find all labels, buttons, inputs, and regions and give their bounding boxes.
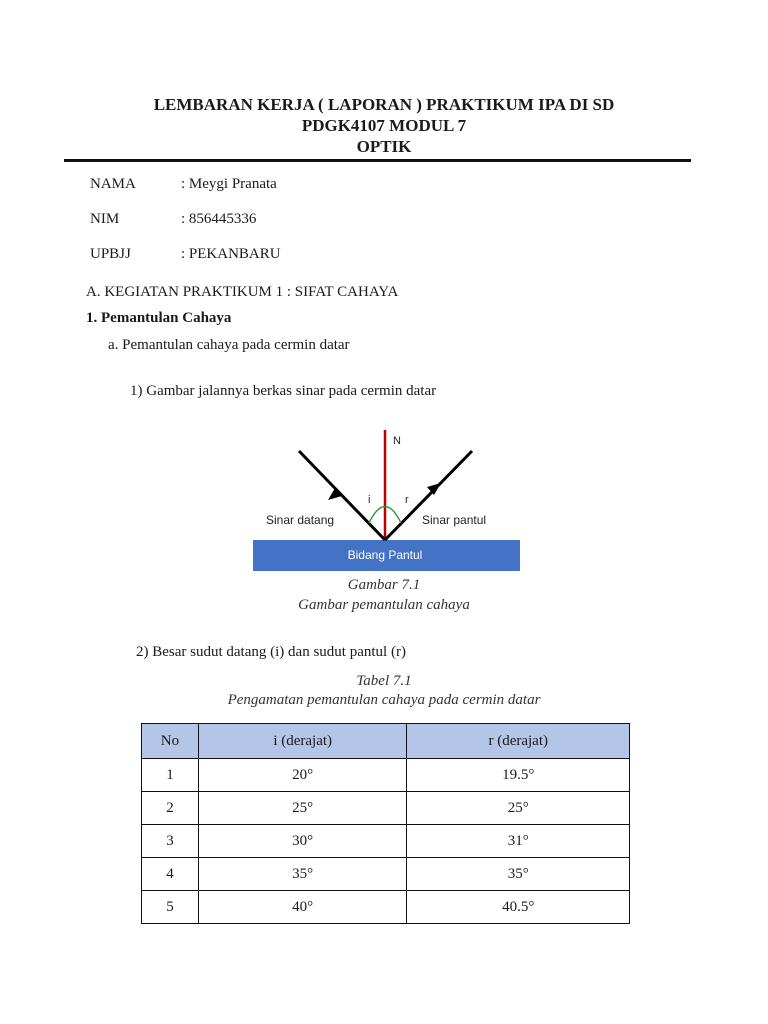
header-divider xyxy=(64,159,691,162)
incident-ray-label: Sinar datang xyxy=(266,513,335,527)
cell-no: 5 xyxy=(142,891,199,924)
nim-value: : 856445336 xyxy=(181,211,257,227)
cell-no: 2 xyxy=(142,792,199,825)
table-row xyxy=(142,825,630,858)
upbjj-value: : PEKANBARU xyxy=(181,246,281,262)
module-topic: OPTIK xyxy=(356,137,412,156)
observation-table xyxy=(141,723,630,924)
incident-arrow-icon xyxy=(328,488,342,500)
angle-i-label: i xyxy=(368,494,371,506)
subsection-a-heading: a. Pemantulan cahaya pada cermin datar xyxy=(108,337,350,353)
table-row xyxy=(142,891,630,924)
cell-i: 30° xyxy=(198,825,407,858)
figure-caption: Gambar pemantulan cahaya xyxy=(298,597,470,613)
upbjj-label: UPBJJ xyxy=(90,246,131,262)
cell-r: 40.5° xyxy=(407,891,630,924)
nim-label: NIM xyxy=(90,211,120,227)
header-no: No xyxy=(142,724,199,759)
cell-r: 19.5° xyxy=(407,759,630,792)
header-r: r (derajat) xyxy=(407,724,630,759)
table-row xyxy=(142,759,630,792)
cell-i: 20° xyxy=(198,759,407,792)
cell-no: 3 xyxy=(142,825,199,858)
cell-i: 35° xyxy=(198,858,407,891)
cell-i: 25° xyxy=(198,792,407,825)
section-1-heading: 1. Pemantulan Cahaya xyxy=(86,310,232,326)
cell-i: 40° xyxy=(198,891,407,924)
nama-value: : Meygi Pranata xyxy=(181,176,277,192)
header-i: i (derajat) xyxy=(198,724,407,759)
table-row xyxy=(142,792,630,825)
nama-label: NAMA xyxy=(90,176,136,192)
reflection-diagram xyxy=(245,420,535,580)
normal-label: N xyxy=(393,435,401,447)
document-title: LEMBARAN KERJA ( LAPORAN ) PRAKTIKUM IPA DI SD xyxy=(153,95,615,114)
cell-r: 35° xyxy=(407,858,630,891)
cell-no: 1 xyxy=(142,759,199,792)
table-row xyxy=(142,858,630,891)
cell-no: 4 xyxy=(142,858,199,891)
table-caption: Pengamatan pemantulan cahaya pada cermin datar xyxy=(227,692,541,708)
surface-label: Bidang Pantul xyxy=(347,548,423,562)
table-header-row xyxy=(142,724,630,759)
step-1-text: 1) Gambar jalannya berkas sinar pada cermin datar xyxy=(130,383,437,399)
course-code: PDGK4107 MODUL 7 xyxy=(301,116,467,135)
cell-r: 25° xyxy=(407,792,630,825)
figure-number: Gambar 7.1 xyxy=(347,577,421,593)
section-a-heading: A. KEGIATAN PRAKTIKUM 1 : SIFAT CAHAYA xyxy=(86,284,399,300)
step-2-text: 2) Besar sudut datang (i) dan sudut pantul (r) xyxy=(136,644,406,660)
angle-r-label: r xyxy=(405,494,409,506)
cell-r: 31° xyxy=(407,825,630,858)
reflected-ray-label: Sinar pantul xyxy=(422,513,487,527)
table-number: Tabel 7.1 xyxy=(356,673,412,689)
